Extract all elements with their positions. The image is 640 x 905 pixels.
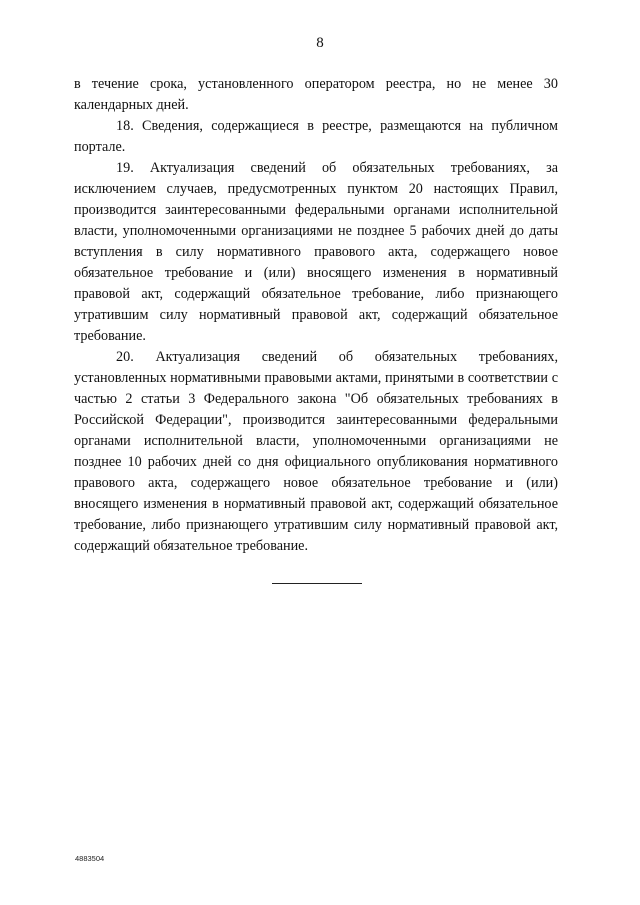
paragraph-18: 18. Сведения, содержащиеся в реестре, размещаются на публичном портале. [74,118,558,155]
paragraph-19: 19. Актуализация сведений об обязательных требованиях, за исключением случаев, предусмотренных пунктом 20 настоящих Правил, производится заинтересованными федеральными органами исполнительной власти, уполномоченными организациями не позднее 5 рабочих дней до даты вступления в силу нормативного правового акта, содержащего новое обязательное требование и (или) вносящего изменения в нормативный правовой акт, содержащий обязательное требование, либо признающего утратившим силу нормативный правовой акт, содержащий обязательное требование. [74,160,558,344]
end-of-text-divider [272,583,362,584]
document-body [74,74,558,557]
paragraph-20: 20. Актуализация сведений об обязательных требованиях, установленных нормативными правовыми актами, принятыми в соответствии с частью 2 статьи 3 Федерального закона "Об обязательных требованиях в Российской Федерации", производится заинтересованными федеральными органами исполнительной власти, уполномоченными организациями не позднее 10 рабочих дней со дня официального опубликования нормативного правового акта, содержащего новое обязательное требование и (или) вносящего изменения в нормативный правовой акт, содержащий обязательное требование, либо признающего утратившим силу нормативный правовой акт, содержащий обязательное требование. [74,349,558,554]
page-number: 8 [316,35,324,51]
document-code: 4883504 [75,854,105,863]
paragraph-continuation: в течение срока, установленного оператором реестра, но не менее 30 календарных дней. [74,76,558,113]
